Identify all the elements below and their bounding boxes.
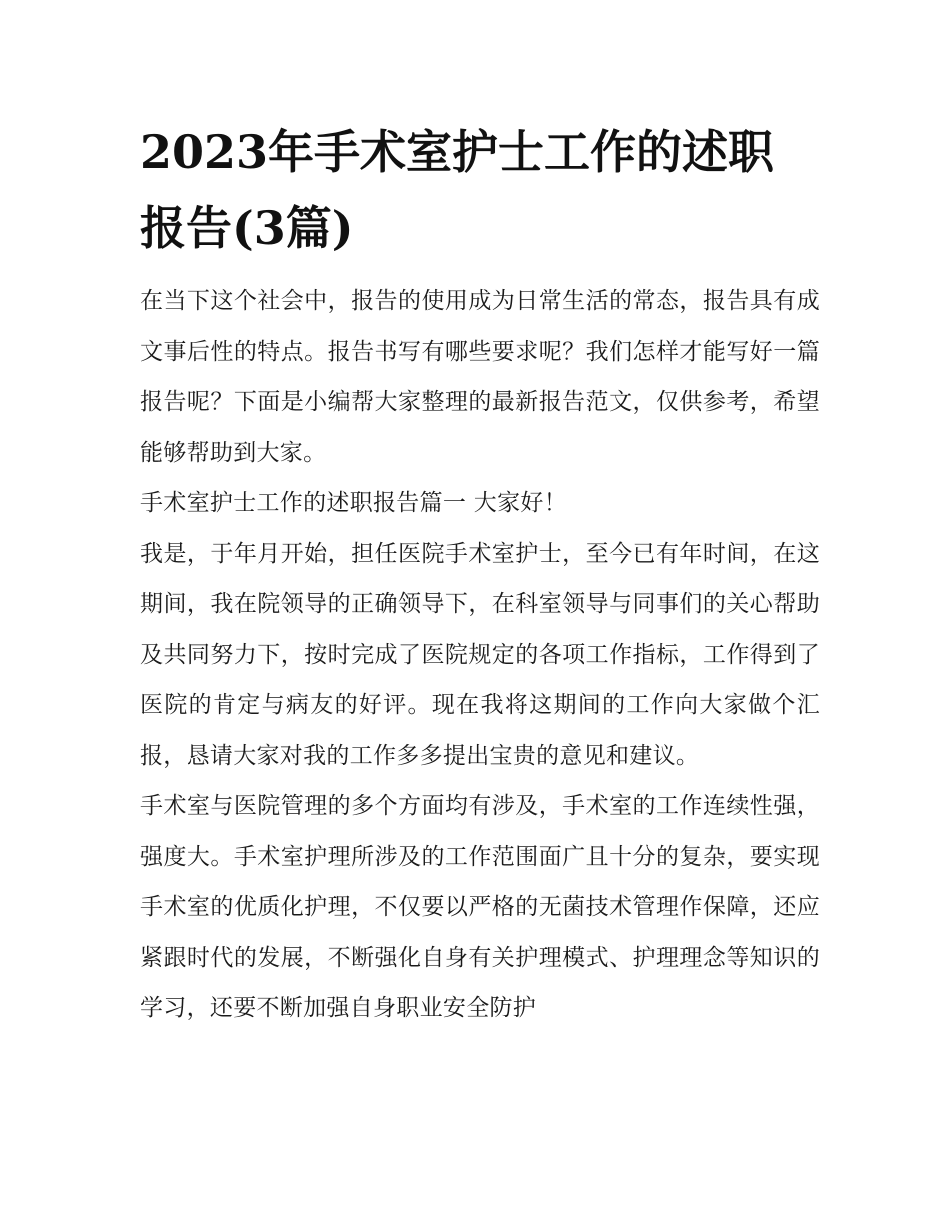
- paragraph-operating-room: 手术室与医院管理的多个方面均有涉及，手术室的工作连续性强，强度大。手术室护理所涉及的工作范围面广且十分的复杂，要实现手术室的优质化护理，不仅要以严格的无菌技术管理作保障，还应紧跟时代的发展，不断强化自身有关护理模式、护理理念等知识的学习，还要不断加强自身职业安全防护: [140, 793, 820, 1021]
- document-title: 2023年手术室护士工作的述职报告(3篇): [140, 125, 775, 255]
- paragraph-section-heading: 手术室护士工作的述职报告篇一 大家好！: [140, 490, 568, 516]
- paragraph-self-introduction: 我是，于年月开始，担任医院手术室护士，至今已有年时间，在这期间，我在院领导的正确领导下，在科室领导与同事们的关心帮助及共同努力下，按时完成了医院规定的各项工作指标，工作得到了医院的肯定与病友的好评。现在我将这期间的工作向大家做个汇报，恳请大家对我的工作多多提出宝贵的意见和建议。: [140, 540, 820, 769]
- document-body: [140, 276, 820, 1034]
- paragraph-intro: 在当下这个社会中，报告的使用成为日常生活的常态，报告具有成文事后性的特点。报告书写有哪些要求呢？我们怎样才能写好一篇报告呢？下面是小编帮大家整理的最新报告范文，仅供参考，希望能够帮助到大家。: [140, 288, 820, 466]
